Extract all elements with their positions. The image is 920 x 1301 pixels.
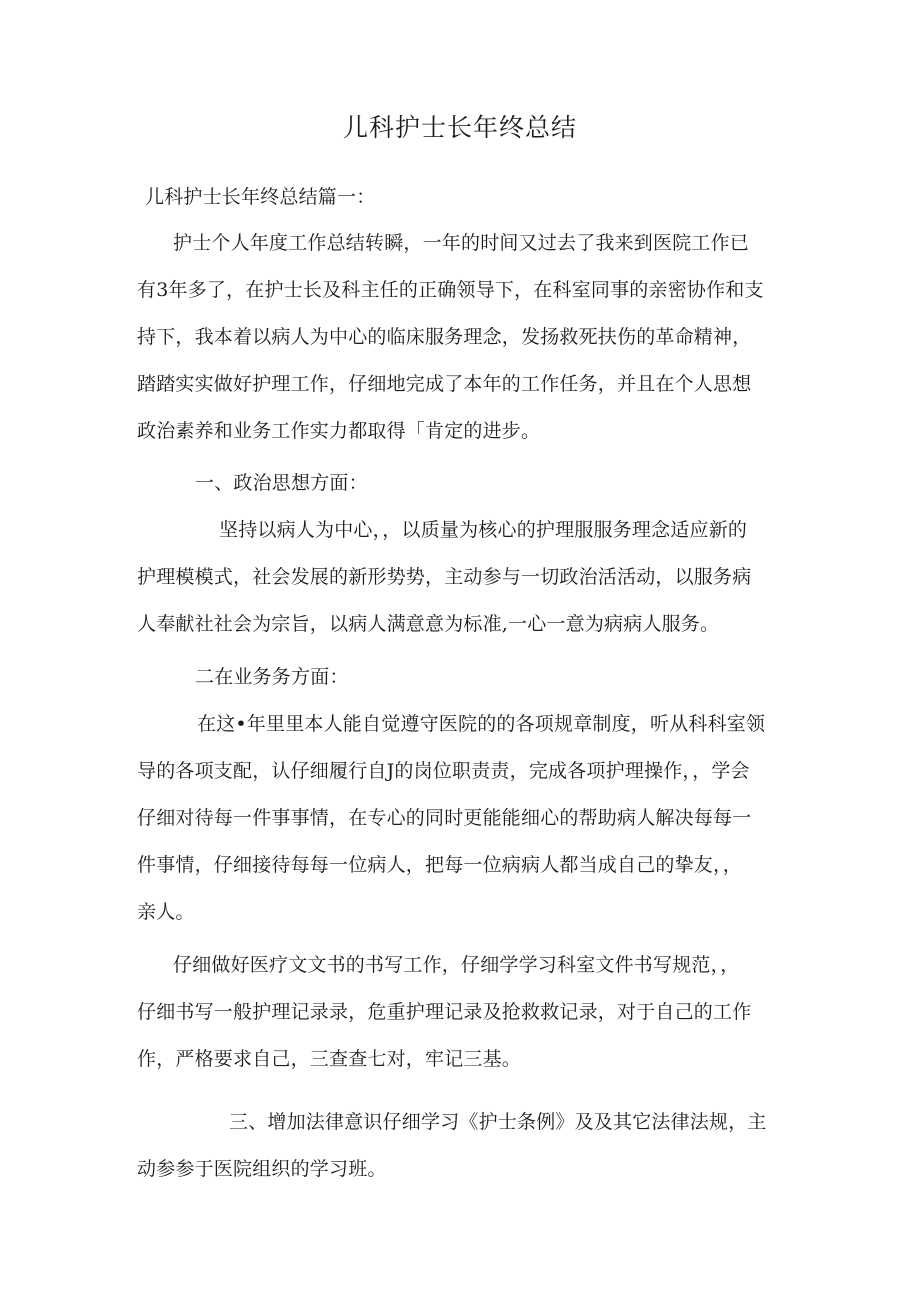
text-line: 作，严格要求自己，三查查七对，牢记三基。	[137, 1048, 522, 1070]
text-line: 人奉献社社会为宗旨，以病人满意意为标准,一心一意为病病人服务。	[137, 613, 720, 635]
text-line: 儿科护士长年终总结篇一：	[145, 186, 376, 208]
intro-paragraph	[137, 220, 787, 455]
text-line: 动参参于医院组织的学习班。	[137, 1158, 387, 1180]
law-paragraph	[137, 1099, 787, 1193]
text-line: 仔细书写一般护理记录录，危重护理记录及抢救救记录，对于自己的工作	[137, 1001, 752, 1023]
text-line: 件事情，仔细接待每每一位病人，把每一位病病人都当成自己的挚友，，	[137, 854, 742, 876]
text-line: 护理模模式，社会发展的新形势势，主动参与一切政治活活动，以服务病	[137, 566, 752, 588]
text-line: 仔细对待每一件事事情，在专心的同时更能能细心的帮助病人解决每每一	[137, 807, 752, 829]
text-line: 亲人。	[137, 901, 195, 923]
text-line: 仔细做好医疗文文书的书写工作，仔细学学习科室文件书写规范，，	[173, 954, 740, 976]
text-line: 三、增加法律意识仔细学习《护士条例》及及其它法律法规，主	[229, 1111, 767, 1133]
documents-paragraph	[137, 942, 787, 1083]
text-line: 踏踏实实做好护理工作，仔细地完成了本年的工作任务，并且在个人思想	[137, 373, 752, 395]
text-line: 二在业务务方面：	[195, 666, 349, 688]
text-line: 一、政治思想方面：	[195, 472, 368, 494]
section-heading-business	[137, 654, 787, 701]
document-title: 儿科护士长年终总结	[342, 113, 577, 142]
text-line: 持下，我本着以病人为中心的临床服务理念，发扬救死扶伤的革命精神，	[137, 326, 752, 348]
section-heading-part-one	[137, 174, 787, 221]
section-heading-politics	[137, 460, 787, 507]
politics-paragraph	[137, 507, 787, 648]
text-line: 在这•年里里本人能自觉遵守医院的的各项规章制度，听从科科室领	[197, 713, 766, 735]
text-line: 政治素养和业务工作实力都取得「肯定的进步。	[137, 420, 541, 442]
text-line: 导的各项支配，认仔细履行自J的岗位职责责，完成各项护理操作，，学会	[137, 760, 750, 782]
text-line: 有3年多了，在护士长及科主任的正确领导下，在科室同事的亲密协作和支	[137, 279, 764, 301]
text-line: 坚持以病人为中心，，以质量为核心的护理服服务理念适应新的	[219, 519, 748, 541]
business-paragraph	[137, 701, 787, 936]
text-line: 护士个人年度工作总结转瞬，一年的时间又过去了我来到医院工作已	[173, 232, 750, 254]
